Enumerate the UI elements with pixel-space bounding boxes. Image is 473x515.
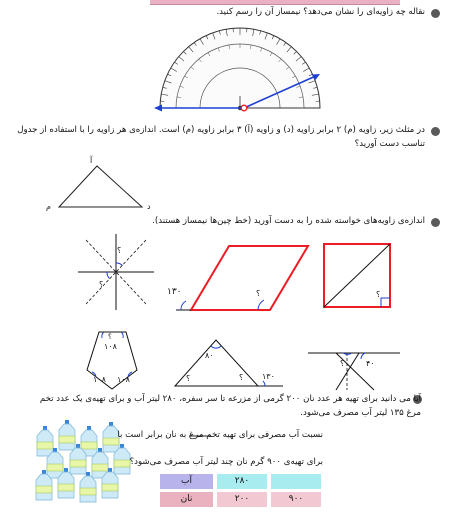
q1-text: نقاله چه زاویه‌ای را نشان می‌دهد؟ نیمساز آن را رسم کنید. <box>216 7 425 17</box>
parallelogram-figure <box>176 246 308 310</box>
protractor <box>160 28 320 110</box>
table-label-bread: نان <box>160 492 213 507</box>
q-mark-8: ؟ <box>340 359 345 368</box>
q-mark-5: ؟ <box>108 333 112 341</box>
lines-40-label: ۴۰ <box>366 359 375 368</box>
q-mark-7: ؟ <box>239 373 244 382</box>
q4-line2: مرغ ۱۳۵ لیتر آب مصرف می‌شود. <box>300 408 421 418</box>
q-mark-4: ؟ <box>376 290 381 299</box>
angle-130-para: ۱۳۰ <box>167 287 182 297</box>
triangle-130-label: ۱۳۰ <box>262 372 275 381</box>
table-bread-900: ۹۰۰ <box>271 492 321 507</box>
vertex-right-label: د <box>147 202 151 211</box>
table-bread-200: ۲۰۰ <box>217 492 267 507</box>
pentagon-108-top: ۱۰۸ <box>104 342 117 351</box>
q4-line4: برای تهیه‌ی ۹۰۰ گرم نان چند لیتر آب مصرف می‌شود؟ <box>129 457 323 467</box>
q2-line2: تناسب دست آورید؟ <box>354 139 425 149</box>
q4-line1: آیا می دانید برای تهیه هر عدد نان ۲۰۰ گرمی از مزرعه تا سر سفره، ۲۸۰ لیتر آب و برای تهیه‌ی یک عدد تخم <box>39 394 421 404</box>
q-mark-2: ؟ <box>99 280 104 289</box>
triangle-q2 <box>59 166 142 207</box>
q-mark-3: ؟ <box>256 289 261 298</box>
q2-line1: در مثلث زیر، زاویه (م) ۲ برابر زاویه (د) و زاویه (آ) ۳ برابر زاویه (م) است. اندازه‌ی هر زاویه را با استفاده از جدول <box>17 125 425 135</box>
table-label-water: آب <box>160 474 213 489</box>
q-mark-1: ؟ <box>117 246 122 255</box>
crossing-lines-figure <box>78 234 154 310</box>
triangle-80-label: ۸۰ <box>205 351 214 360</box>
table-water-280: ۲۸۰ <box>217 474 267 489</box>
vertex-top-label: آ <box>90 156 93 165</box>
bullet-q3 <box>431 218 440 227</box>
bullet-q2 <box>431 127 440 136</box>
table-water-answer[interactable] <box>271 474 321 489</box>
lines-40-figure <box>308 353 400 390</box>
q-mark-6: ؟ <box>186 374 191 383</box>
bottle <box>37 426 53 456</box>
vertex-left-label: م <box>46 202 51 211</box>
bottle <box>59 420 75 450</box>
q4-line3: نسبت آب مصرفی برای تهیه تخم مرغ به نان برابر است با <box>117 430 323 440</box>
water-bottles-illustration <box>36 420 130 502</box>
pentagon-108-right: ۱۰۸ <box>117 375 130 384</box>
pentagon-108-left: ۱۰۸ <box>93 375 106 384</box>
q3-text: اندازه‌ی زاویه‌های خواسته شده را به دست آورید (خط چین‌ها نیمساز هستند). <box>152 216 425 226</box>
